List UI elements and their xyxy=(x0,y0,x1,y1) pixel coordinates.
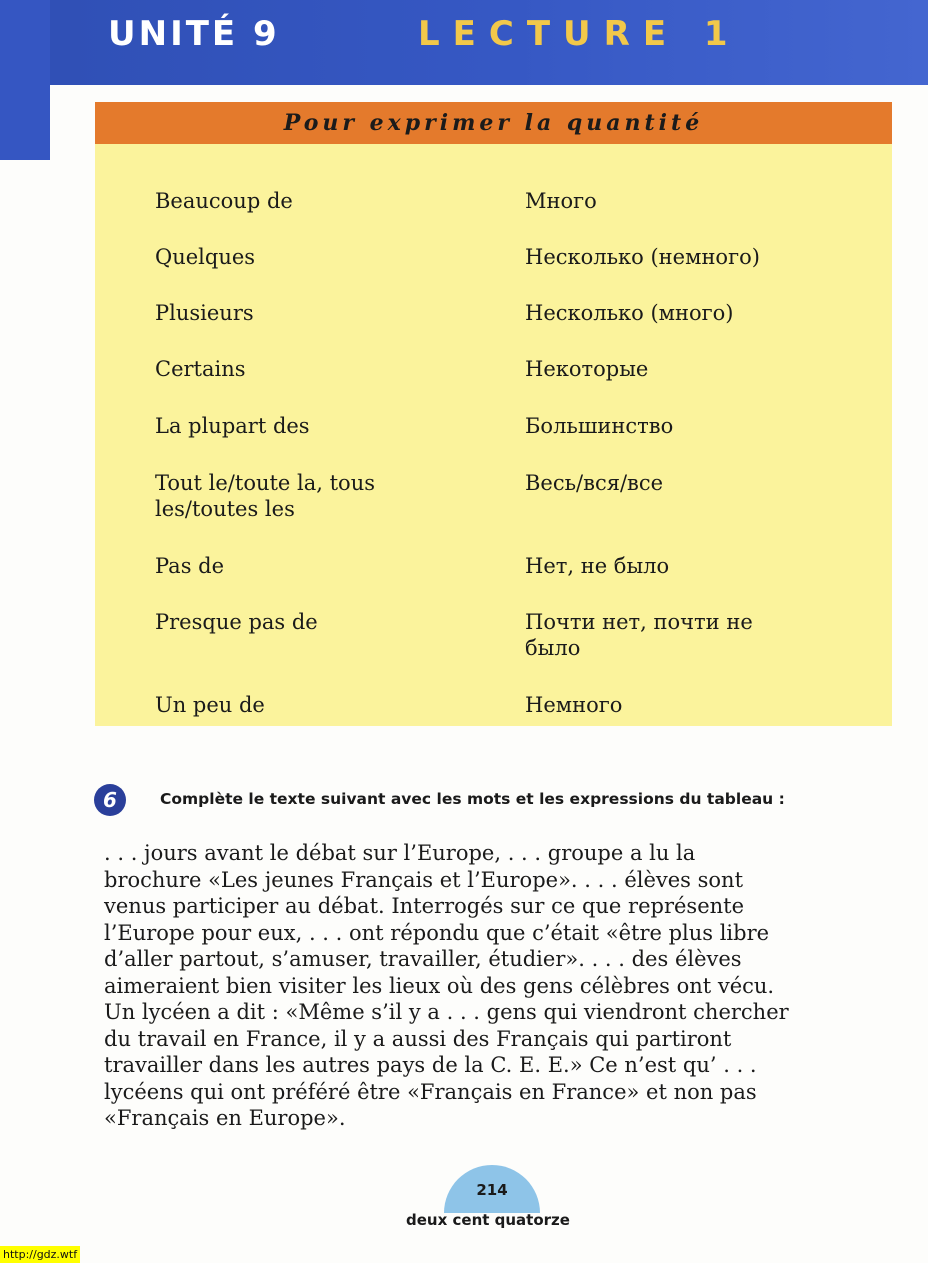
quantity-table xyxy=(95,102,892,726)
text-line: venus participer au débat. Interrogés sur ce que représente xyxy=(104,894,745,918)
text-line: Un lycéen a dit : «Même s’il y a . . . gens qui viendront chercher xyxy=(104,1000,789,1024)
russian-translation: Много xyxy=(525,189,597,213)
text-line: «Français en Europe». xyxy=(104,1106,346,1130)
russian-translation: Несколько (немного) xyxy=(525,245,760,269)
french-expression: Un peu de xyxy=(155,693,265,717)
french-expression: Presque pas de xyxy=(155,610,318,634)
unit-title: UNITÉ 9 xyxy=(108,14,280,54)
lecture-title: LECTURE 1 xyxy=(418,14,741,54)
french-expression: Quelques xyxy=(155,245,256,269)
exercise-text xyxy=(104,840,884,1132)
russian-translation: Весь/вся/все xyxy=(525,471,664,495)
russian-translation: Почти нет, почти не было xyxy=(525,610,753,660)
header-side-band xyxy=(0,0,50,160)
exercise-instruction: Complète le texte suivant avec les mots et les expressions du tableau : xyxy=(160,790,785,808)
text-line: du travail en France, il y a aussi des Français qui partiront xyxy=(104,1026,732,1051)
text-line: d’aller partout, s’amuser, travailler, étudier». . . . des élèves xyxy=(104,947,742,971)
french-expression: Pas de xyxy=(155,554,225,578)
text-line: lycéens qui ont préféré être «Français en France» et non pas xyxy=(104,1079,757,1104)
french-expression: La plupart des xyxy=(155,414,310,438)
text-line: l’Europe pour eux, . . . ont répondu que c’était «être plus libre xyxy=(104,920,770,945)
text-line: travailler dans les autres pays de la C. E. E.» Ce n’est qu’ . . . xyxy=(104,1053,757,1077)
watermark-link[interactable]: http://gdz.wtf xyxy=(0,1246,80,1263)
quantity-table-title: Pour exprimer la quantité xyxy=(95,102,892,144)
page-number: 214 xyxy=(444,1165,540,1213)
exercise-number-badge: 6 xyxy=(94,784,126,816)
russian-translation: Большинство xyxy=(525,414,674,438)
french-expression: Certains xyxy=(155,357,246,381)
text-line: aimeraient bien visiter les lieux où des gens célèbres ont vécu. xyxy=(104,973,775,998)
french-expression: Plusieurs xyxy=(155,301,254,325)
text-line: brochure «Les jeunes Français et l’Europe». . . . élèves sont xyxy=(104,867,744,892)
text-line: . . . jours avant le débat sur l’Europe, . . . groupe a lu la xyxy=(104,841,696,865)
russian-translation: Несколько (много) xyxy=(525,301,734,325)
russian-translation: Некоторые xyxy=(525,357,649,381)
russian-translation: Немного xyxy=(525,693,623,717)
french-expression: Beaucoup de xyxy=(155,189,293,213)
french-expression: Tout le/toute la, tous les/toutes les xyxy=(155,471,375,521)
russian-translation: Нет, не было xyxy=(525,554,670,578)
page-number-words: deux cent quatorze xyxy=(406,1211,570,1229)
